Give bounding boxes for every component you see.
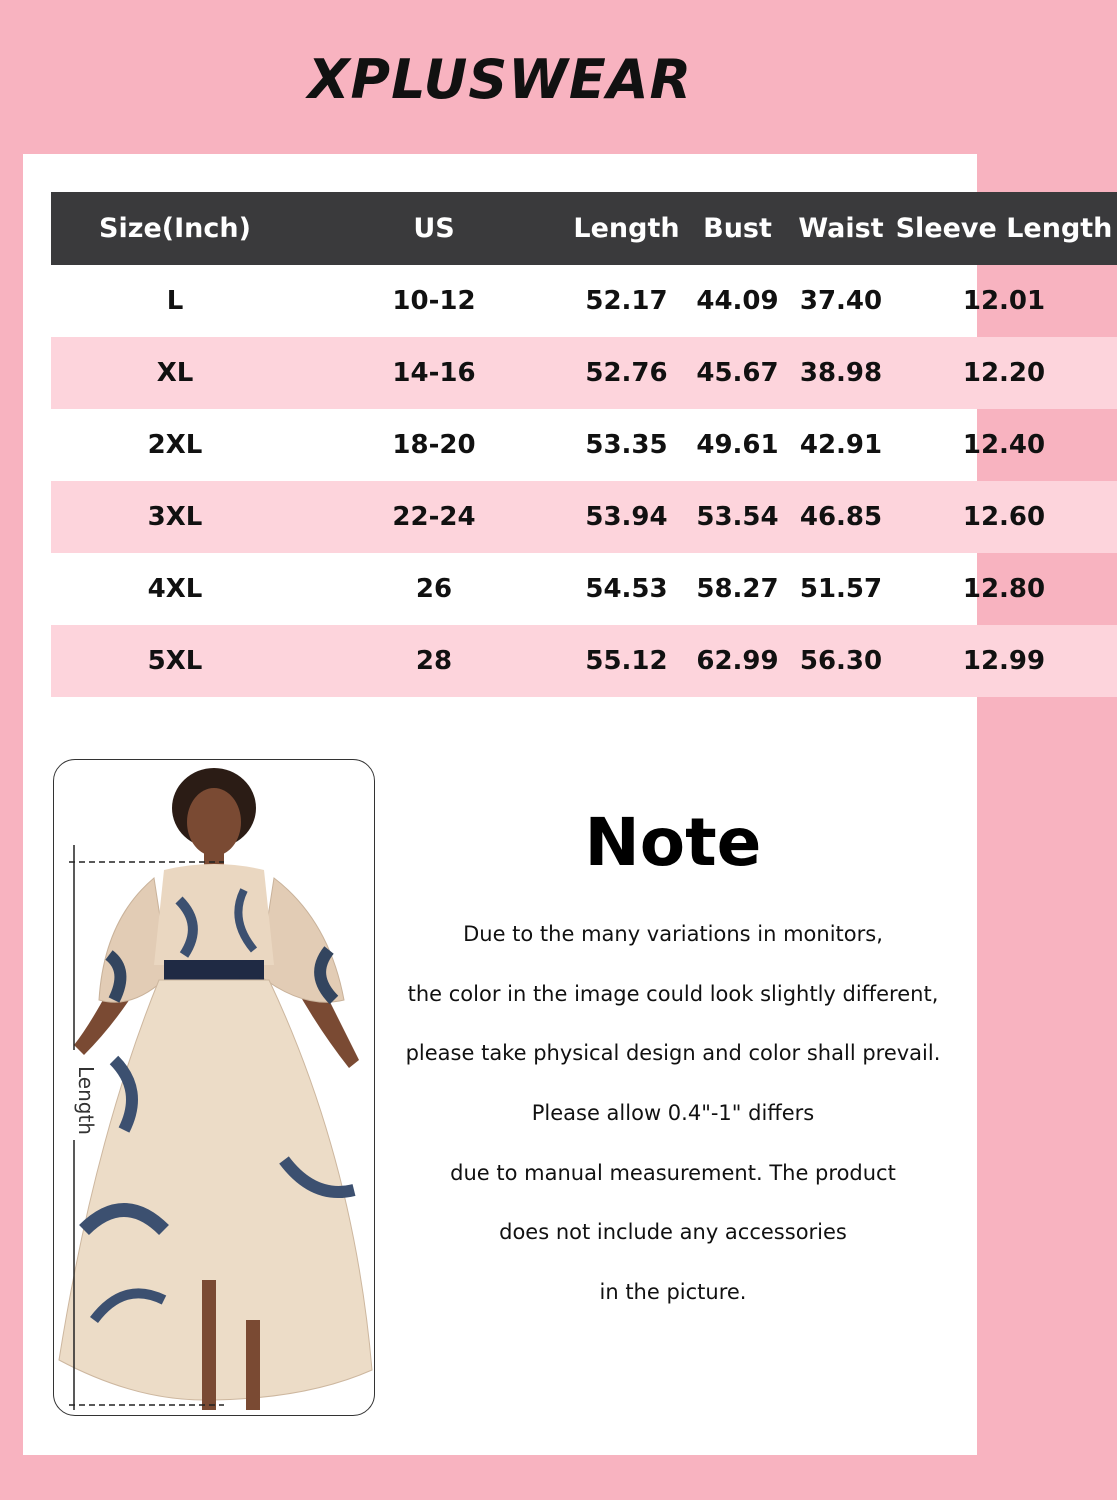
note-line: Please allow 0.4"-1" differs [531, 1101, 815, 1126]
cell-waist: 37.40 [799, 286, 883, 316]
note-line: in the picture. [599, 1280, 747, 1305]
cell-bust: 45.67 [684, 337, 791, 409]
cell-length: 53.94 [569, 481, 684, 553]
brand-logo: XPLUSWEAR [307, 48, 693, 111]
note-line: Due to the many variations in monitors, [463, 922, 883, 946]
header-sleeve-length: Sleeve Length [891, 192, 1117, 265]
table-header-row [51, 192, 1117, 265]
cell-sleeve-length: 12.99 [891, 625, 1117, 697]
cell-sleeve-length: 12.01 [962, 286, 1046, 316]
table-row [51, 409, 1117, 481]
table-row [51, 481, 1117, 553]
cell-length: 52.17 [585, 286, 668, 316]
cell-us: 14-16 [299, 337, 569, 409]
cell-sleeve-length: 12.60 [891, 481, 1117, 553]
note-title: Note [584, 804, 762, 881]
cell-length: 55.12 [569, 625, 684, 697]
header-bust: Bust [684, 192, 791, 265]
cell-us: 26 [415, 574, 453, 604]
cell-bust: 49.61 [696, 430, 779, 460]
size-table [51, 192, 1117, 697]
cell-sleeve-length: 12.80 [962, 574, 1046, 604]
note-line: due to manual measurement. The product [450, 1160, 896, 1185]
table-row [51, 625, 1117, 697]
cell-us: 10-12 [392, 286, 476, 316]
cell-waist: 46.85 [791, 481, 891, 553]
cell-sleeve-length: 12.40 [962, 430, 1046, 460]
model-figure [53, 759, 375, 1416]
note-text [388, 916, 958, 1334]
table-row [51, 553, 1117, 625]
cell-waist: 51.57 [799, 574, 883, 604]
header-waist: Waist [791, 192, 891, 265]
cell-bust: 58.27 [696, 574, 779, 604]
cell-bust: 44.09 [696, 286, 779, 316]
table-row [51, 337, 1117, 409]
header-length: Length [569, 192, 684, 265]
cell-size: L [166, 286, 184, 316]
cell-waist: 56.30 [791, 625, 891, 697]
model-illustration [54, 760, 374, 1415]
cell-us: 22-24 [299, 481, 569, 553]
cell-length: 54.53 [585, 574, 668, 604]
cell-size: 4XL [147, 574, 203, 604]
cell-size: 5XL [51, 625, 299, 697]
cell-waist: 42.91 [799, 430, 883, 460]
cell-bust: 53.54 [684, 481, 791, 553]
cell-length: 52.76 [569, 337, 684, 409]
cell-size: 2XL [147, 430, 203, 460]
length-label: Length [74, 1065, 98, 1135]
cell-size: 3XL [51, 481, 299, 553]
table-row [51, 265, 1117, 337]
note-line: the color in the image could look slightly different, [407, 981, 939, 1006]
cell-bust: 62.99 [684, 625, 791, 697]
cell-length: 53.35 [585, 430, 668, 460]
cell-waist: 38.98 [791, 337, 891, 409]
cell-us: 18-20 [392, 430, 476, 460]
header-size: Size(Inch) [51, 192, 299, 265]
note-line: please take physical design and color shall prevail. [405, 1041, 941, 1066]
cell-sleeve-length: 12.20 [891, 337, 1117, 409]
header-us: US [299, 192, 569, 265]
cell-us: 28 [299, 625, 569, 697]
cell-size: XL [51, 337, 299, 409]
note-line: does not include any accessories [499, 1220, 847, 1245]
size-chart-card [23, 154, 1113, 1455]
